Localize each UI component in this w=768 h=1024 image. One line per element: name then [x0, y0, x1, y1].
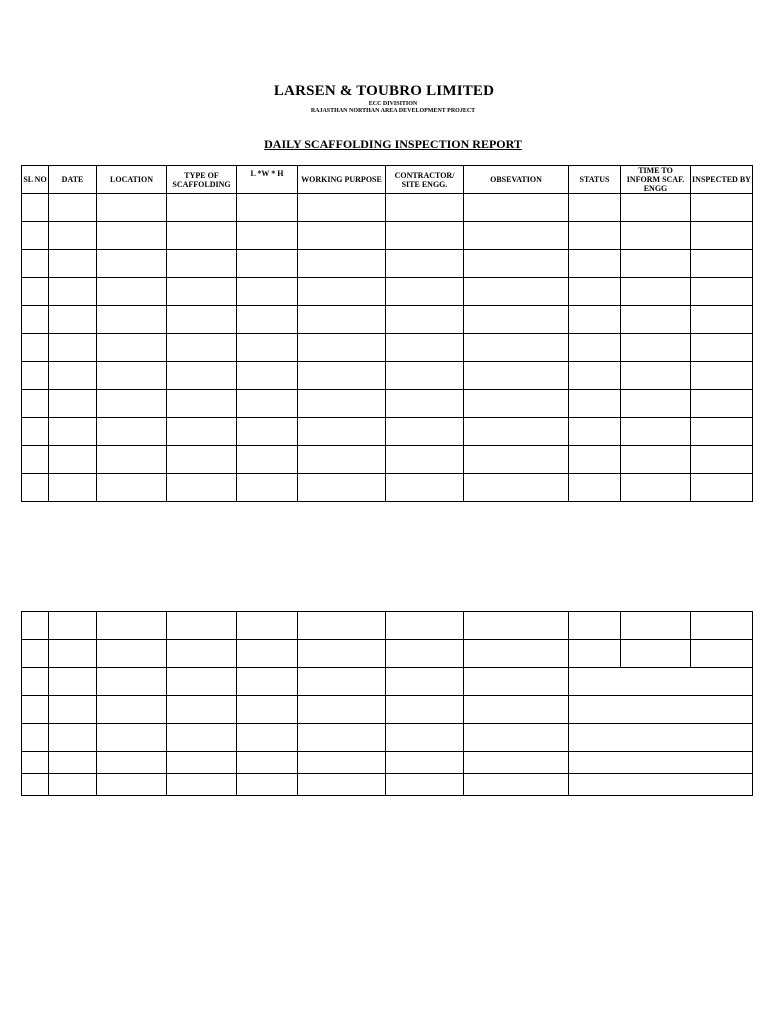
table-cell[interactable] — [621, 250, 691, 278]
table-cell[interactable] — [298, 446, 386, 474]
division-name: ECC DIVISITION — [368, 101, 418, 107]
table-cell[interactable] — [621, 278, 691, 306]
col-header-dimensions: L *W * H — [237, 166, 298, 194]
col-header-observation: OBSEVATION — [464, 166, 569, 194]
table-cell[interactable] — [621, 612, 691, 640]
table-cell[interactable] — [386, 724, 464, 752]
table-cell[interactable] — [237, 446, 298, 474]
table-cell[interactable] — [237, 250, 298, 278]
table-cell[interactable] — [22, 774, 49, 796]
table-row — [22, 474, 753, 502]
table-cell[interactable] — [621, 418, 691, 446]
table-cell[interactable] — [167, 306, 237, 334]
table-cell[interactable] — [569, 334, 621, 362]
table-cell[interactable] — [167, 446, 237, 474]
table-cell[interactable] — [569, 418, 621, 446]
table-cell[interactable] — [464, 752, 569, 774]
table-cell[interactable] — [569, 390, 621, 418]
table-cell[interactable] — [298, 250, 386, 278]
table-cell[interactable] — [97, 390, 167, 418]
table-cell[interactable] — [691, 222, 753, 250]
table-cell[interactable] — [237, 668, 298, 696]
table-cell[interactable] — [298, 752, 386, 774]
table-cell[interactable] — [464, 724, 569, 752]
table-cell[interactable] — [691, 418, 753, 446]
table-cell[interactable] — [298, 474, 386, 502]
table-cell[interactable] — [386, 446, 464, 474]
table-cell[interactable] — [569, 194, 621, 222]
table-cell[interactable] — [237, 334, 298, 362]
table-cell[interactable] — [569, 446, 621, 474]
table-cell[interactable] — [167, 752, 237, 774]
table-row — [22, 640, 753, 668]
table-cell[interactable] — [237, 278, 298, 306]
table-row — [22, 194, 753, 222]
table-cell[interactable] — [691, 194, 753, 222]
table-cell[interactable] — [386, 194, 464, 222]
table-cell[interactable] — [569, 640, 621, 668]
table-cell[interactable] — [464, 222, 569, 250]
table-cell[interactable] — [49, 612, 97, 640]
table-cell[interactable] — [167, 724, 237, 752]
table-cell[interactable] — [22, 668, 49, 696]
table-cell[interactable] — [49, 334, 97, 362]
table-cell[interactable] — [464, 474, 569, 502]
table-cell[interactable] — [167, 668, 237, 696]
table-cell[interactable] — [237, 724, 298, 752]
table-cell[interactable] — [298, 362, 386, 390]
table-cell[interactable] — [49, 278, 97, 306]
table-row — [22, 362, 753, 390]
table-cell[interactable] — [621, 362, 691, 390]
table-cell[interactable] — [691, 334, 753, 362]
table-cell[interactable] — [97, 418, 167, 446]
table-row — [22, 696, 753, 724]
table-cell[interactable] — [167, 334, 237, 362]
table-cell[interactable] — [569, 278, 621, 306]
table-cell[interactable] — [97, 446, 167, 474]
table-cell[interactable] — [97, 306, 167, 334]
table-cell[interactable] — [569, 250, 621, 278]
table-cell[interactable] — [167, 362, 237, 390]
table-cell[interactable] — [569, 474, 621, 502]
table-cell[interactable] — [97, 250, 167, 278]
table-cell[interactable] — [237, 362, 298, 390]
report-title: DAILY SCAFFOLDING INSPECTION REPORT — [264, 137, 522, 151]
col-header-type-of-scaffolding: TYPE OF SCAFFOLDING — [167, 166, 237, 194]
table-cell[interactable] — [386, 752, 464, 774]
table-cell[interactable] — [49, 250, 97, 278]
table-cell[interactable] — [97, 640, 167, 668]
table-cell[interactable] — [49, 446, 97, 474]
table-cell[interactable] — [22, 278, 49, 306]
merged-cell[interactable] — [569, 774, 753, 796]
table-cell[interactable] — [691, 474, 753, 502]
table-cell[interactable] — [167, 222, 237, 250]
table-cell[interactable] — [49, 640, 97, 668]
table-cell[interactable] — [167, 250, 237, 278]
table-cell[interactable] — [386, 390, 464, 418]
table-cell[interactable] — [237, 612, 298, 640]
table-cell[interactable] — [386, 612, 464, 640]
table-cell[interactable] — [464, 612, 569, 640]
table-row — [22, 250, 753, 278]
table-cell[interactable] — [621, 222, 691, 250]
table-cell[interactable] — [237, 194, 298, 222]
table-cell[interactable] — [237, 640, 298, 668]
table-cell[interactable] — [22, 640, 49, 668]
continuation-table — [21, 611, 753, 796]
table-cell[interactable] — [22, 250, 49, 278]
table-cell[interactable] — [569, 222, 621, 250]
table-cell[interactable] — [298, 724, 386, 752]
table-cell[interactable] — [386, 334, 464, 362]
table-cell[interactable] — [97, 194, 167, 222]
table-cell[interactable] — [237, 418, 298, 446]
table-cell[interactable] — [386, 222, 464, 250]
table-cell[interactable] — [298, 306, 386, 334]
table-cell[interactable] — [22, 362, 49, 390]
table-row — [22, 306, 753, 334]
table-cell[interactable] — [386, 418, 464, 446]
table-cell[interactable] — [298, 194, 386, 222]
table-cell[interactable] — [569, 362, 621, 390]
table-cell[interactable] — [97, 362, 167, 390]
table-cell[interactable] — [237, 222, 298, 250]
table-cell[interactable] — [691, 250, 753, 278]
col-header-working-purpose: WORKING PURPOSE — [298, 166, 386, 194]
table-cell[interactable] — [621, 306, 691, 334]
table-cell[interactable] — [49, 774, 97, 796]
table-row — [22, 752, 753, 774]
table-cell[interactable] — [464, 446, 569, 474]
table-cell[interactable] — [97, 278, 167, 306]
table-cell[interactable] — [298, 774, 386, 796]
table-cell[interactable] — [464, 640, 569, 668]
table-cell[interactable] — [298, 668, 386, 696]
table-cell[interactable] — [49, 362, 97, 390]
table-cell[interactable] — [22, 612, 49, 640]
table-cell[interactable] — [691, 390, 753, 418]
table-cell[interactable] — [691, 446, 753, 474]
table-cell[interactable] — [22, 724, 49, 752]
table-cell[interactable] — [167, 390, 237, 418]
table-cell[interactable] — [298, 222, 386, 250]
table-cell[interactable] — [298, 696, 386, 724]
table-row — [22, 668, 753, 696]
table-cell[interactable] — [97, 612, 167, 640]
table-cell[interactable] — [49, 194, 97, 222]
table-cell[interactable] — [464, 306, 569, 334]
table-cell[interactable] — [237, 474, 298, 502]
table-cell[interactable] — [49, 668, 97, 696]
table-cell[interactable] — [167, 418, 237, 446]
table-cell[interactable] — [97, 696, 167, 724]
table-row — [22, 724, 753, 752]
table-cell[interactable] — [49, 390, 97, 418]
table-cell[interactable] — [167, 612, 237, 640]
table-cell[interactable] — [22, 418, 49, 446]
table-cell[interactable] — [621, 194, 691, 222]
col-header-inspected-by: INSPECTED BY — [691, 166, 753, 194]
table-cell[interactable] — [386, 362, 464, 390]
table-cell[interactable] — [621, 474, 691, 502]
table-cell[interactable] — [298, 278, 386, 306]
table-cell[interactable] — [464, 390, 569, 418]
table-cell[interactable] — [49, 418, 97, 446]
table-cell[interactable] — [49, 306, 97, 334]
table-header-row — [22, 166, 753, 194]
table-cell[interactable] — [237, 390, 298, 418]
col-header-sl-no: SL NO — [22, 166, 49, 194]
table-cell[interactable] — [167, 194, 237, 222]
table-cell[interactable] — [464, 194, 569, 222]
table-cell[interactable] — [97, 774, 167, 796]
table-cell[interactable] — [167, 640, 237, 668]
table-row — [22, 774, 753, 796]
col-header-time-to-inform: TIME TO INFORM SCAF. ENGG — [621, 166, 691, 194]
table-cell[interactable] — [49, 696, 97, 724]
table-cell[interactable] — [22, 696, 49, 724]
table-cell[interactable] — [22, 334, 49, 362]
table-cell[interactable] — [298, 418, 386, 446]
table-cell[interactable] — [22, 474, 49, 502]
table-cell[interactable] — [464, 250, 569, 278]
table-cell[interactable] — [22, 390, 49, 418]
inspection-table — [21, 165, 753, 502]
table-cell[interactable] — [49, 724, 97, 752]
table-cell[interactable] — [298, 640, 386, 668]
table-cell[interactable] — [691, 362, 753, 390]
merged-cell[interactable] — [569, 668, 753, 696]
table-row — [22, 222, 753, 250]
table-cell[interactable] — [22, 194, 49, 222]
table-cell[interactable] — [167, 474, 237, 502]
table-row — [22, 278, 753, 306]
table-cell[interactable] — [237, 696, 298, 724]
table-cell[interactable] — [386, 668, 464, 696]
table-cell[interactable] — [464, 334, 569, 362]
col-header-date: DATE — [49, 166, 97, 194]
table-cell[interactable] — [621, 446, 691, 474]
table-cell[interactable] — [691, 640, 753, 668]
table-cell[interactable] — [237, 306, 298, 334]
merged-cell[interactable] — [569, 696, 753, 724]
table-row — [22, 418, 753, 446]
table-cell[interactable] — [97, 222, 167, 250]
table-cell[interactable] — [22, 306, 49, 334]
table-cell[interactable] — [97, 668, 167, 696]
table-cell[interactable] — [464, 362, 569, 390]
table-cell[interactable] — [621, 334, 691, 362]
table-cell[interactable] — [464, 774, 569, 796]
table-cell[interactable] — [167, 696, 237, 724]
table-cell[interactable] — [569, 612, 621, 640]
table-cell[interactable] — [464, 668, 569, 696]
table-cell[interactable] — [386, 774, 464, 796]
table-cell[interactable] — [386, 696, 464, 724]
table-cell[interactable] — [464, 696, 569, 724]
table-cell[interactable] — [691, 306, 753, 334]
table-cell[interactable] — [49, 222, 97, 250]
table-cell[interactable] — [97, 474, 167, 502]
table-cell[interactable] — [298, 390, 386, 418]
table-cell[interactable] — [386, 278, 464, 306]
table-cell[interactable] — [621, 390, 691, 418]
table-cell[interactable] — [22, 222, 49, 250]
table-cell[interactable] — [386, 306, 464, 334]
table-cell[interactable] — [97, 334, 167, 362]
table-cell[interactable] — [49, 752, 97, 774]
table-cell[interactable] — [386, 640, 464, 668]
table-cell[interactable] — [49, 474, 97, 502]
table-cell[interactable] — [386, 474, 464, 502]
table-cell[interactable] — [691, 612, 753, 640]
col-header-contractor: CONTRACTOR/ SITE ENGG. — [386, 166, 464, 194]
table-row — [22, 446, 753, 474]
table-row — [22, 390, 753, 418]
company-name: LARSEN & TOUBRO LIMITED — [273, 83, 495, 99]
project-name: RAJASTHAN NORTHAN AREA DEVELOPMENT PROJECT — [310, 108, 476, 114]
table-cell[interactable] — [237, 774, 298, 796]
table-cell[interactable] — [464, 278, 569, 306]
table-cell[interactable] — [97, 752, 167, 774]
merged-cell[interactable] — [569, 752, 753, 774]
table-cell[interactable] — [691, 278, 753, 306]
table-row — [22, 612, 753, 640]
table-cell[interactable] — [621, 640, 691, 668]
table-cell[interactable] — [386, 250, 464, 278]
merged-cell[interactable] — [569, 724, 753, 752]
table-cell[interactable] — [237, 752, 298, 774]
col-header-status: STATUS — [569, 166, 621, 194]
table-cell[interactable] — [298, 612, 386, 640]
table-cell[interactable] — [22, 446, 49, 474]
table-cell[interactable] — [569, 306, 621, 334]
table-cell[interactable] — [22, 752, 49, 774]
table-cell[interactable] — [298, 334, 386, 362]
col-header-location: LOCATION — [97, 166, 167, 194]
table-row — [22, 334, 753, 362]
table-cell[interactable] — [167, 278, 237, 306]
table-cell[interactable] — [464, 418, 569, 446]
table-cell[interactable] — [167, 774, 237, 796]
table-cell[interactable] — [97, 724, 167, 752]
